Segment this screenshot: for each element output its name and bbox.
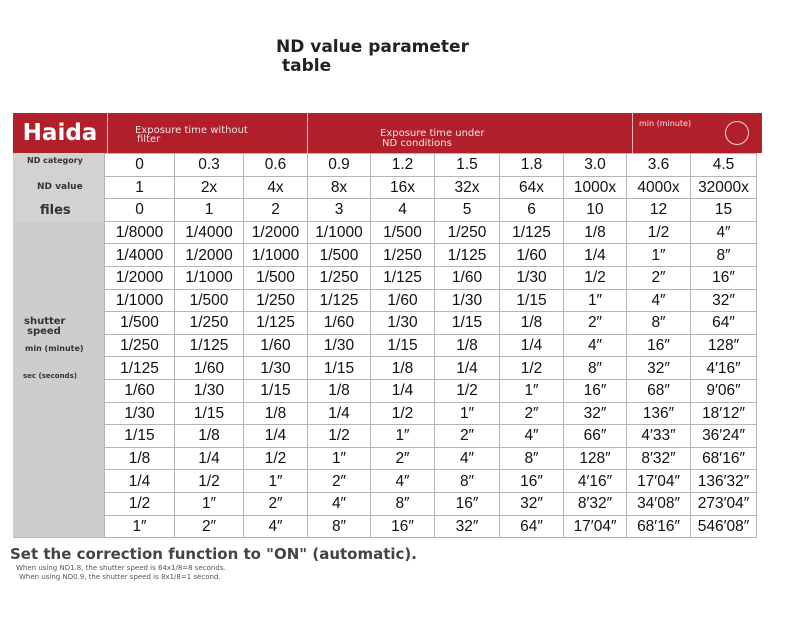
shutter-row	[105, 447, 757, 470]
table-cell: 1.2	[371, 154, 435, 177]
table-cell: 0.9	[308, 154, 371, 177]
table-cell: 1/500	[105, 312, 175, 335]
table-cell: 32000x	[691, 176, 757, 199]
table-cell: 64″	[691, 312, 757, 335]
table-cell: 136″	[627, 402, 691, 425]
shutter-row	[105, 266, 757, 289]
table-cell: 1/8	[308, 379, 371, 402]
table-cell: 66″	[564, 425, 627, 448]
nd-category-row	[105, 154, 757, 177]
table-cell: 1/250	[371, 244, 435, 267]
table-cell: 1/125	[500, 221, 564, 244]
header-corner-label: min (minute)	[639, 119, 692, 128]
footer-note-2: When using ND0.9, the shutter speed is 8x1/8=1 second.	[19, 573, 221, 581]
table-cell: 68′16″	[627, 515, 691, 538]
table-cell: 1/4	[244, 425, 308, 448]
table-cell: 1	[105, 176, 175, 199]
table-cell: 2″	[627, 266, 691, 289]
table-cell: 3.6	[627, 154, 691, 177]
table-cell: 1/125	[105, 357, 175, 380]
table-cell: 16x	[371, 176, 435, 199]
table-cell: 2″	[500, 402, 564, 425]
footer-note-1: When using ND1.8, the shutter speed is 64x1/8=8 seconds.	[16, 564, 226, 572]
table-cell: 34′08″	[627, 492, 691, 515]
table-cell: 1″	[500, 379, 564, 402]
table-cell: 2″	[244, 492, 308, 515]
table-cell: 4″	[435, 447, 500, 470]
table-cell: 1/4	[564, 244, 627, 267]
table-cell: 1/4000	[105, 244, 175, 267]
table-cell: 4″	[627, 289, 691, 312]
table-cell: 32″	[500, 492, 564, 515]
table-cell: 9′06″	[691, 379, 757, 402]
label-nd-category-text: ND category	[27, 156, 83, 165]
shutter-row	[105, 402, 757, 425]
table-cell: 2″	[564, 312, 627, 335]
header-divider-3	[632, 113, 633, 153]
label-files-text: files	[40, 203, 71, 218]
table-cell: 1/30	[105, 402, 175, 425]
table-cell: 1″	[244, 470, 308, 493]
table-cell: 546′08″	[691, 515, 757, 538]
table-cell: 17′04″	[627, 470, 691, 493]
table-cell: 1/4000	[175, 221, 244, 244]
table-cell: 4″	[244, 515, 308, 538]
table-cell: 1/125	[435, 244, 500, 267]
value-grid	[104, 153, 757, 538]
table-cell: 1/2	[435, 379, 500, 402]
table-cell: 1	[175, 199, 244, 222]
table-cell: 64x	[500, 176, 564, 199]
table-cell: 4′33″	[627, 425, 691, 448]
table-cell: 1/2	[500, 357, 564, 380]
table-cell: 1/15	[244, 379, 308, 402]
table-cell: 1/4	[500, 334, 564, 357]
header-without-filter-2: filter	[137, 134, 161, 145]
table-cell: 1/125	[244, 312, 308, 335]
table-cell: 4000x	[627, 176, 691, 199]
table-cell: 1/1000	[308, 221, 371, 244]
table-cell: 2″	[371, 447, 435, 470]
shutter-row	[105, 515, 757, 538]
table-cell: 4x	[244, 176, 308, 199]
shutter-row	[105, 470, 757, 493]
table-cell: 273′04″	[691, 492, 757, 515]
table-cell: 128″	[564, 447, 627, 470]
table-cell: 68′16″	[691, 447, 757, 470]
table-cell: 32″	[564, 402, 627, 425]
table-cell: 1/125	[371, 266, 435, 289]
circle-icon	[725, 121, 749, 145]
table-cell: 1″	[564, 289, 627, 312]
table-cell: 1/15	[435, 312, 500, 335]
table-cell: 17′04″	[564, 515, 627, 538]
table-cell: 1″	[308, 447, 371, 470]
table-cell: 1″	[435, 402, 500, 425]
shutter-row	[105, 425, 757, 448]
table-cell: 8″	[564, 357, 627, 380]
table-cell: 1/250	[175, 312, 244, 335]
table-cell: 1/60	[500, 244, 564, 267]
header-divider-2	[307, 113, 308, 153]
shutter-row	[105, 244, 757, 267]
shutter-row	[105, 379, 757, 402]
table-cell: 1″	[627, 244, 691, 267]
nd-value-row	[105, 176, 757, 199]
table-cell: 1/60	[308, 312, 371, 335]
table-cell: 1/8	[435, 334, 500, 357]
table-cell: 4.5	[691, 154, 757, 177]
footer-notes	[16, 564, 226, 582]
table-cell: 1/8	[105, 447, 175, 470]
header-without-filter-1: Exposure time without	[135, 125, 248, 136]
table-cell: 1/1000	[175, 266, 244, 289]
table-cell: 1/30	[308, 334, 371, 357]
table-cell: 32″	[691, 289, 757, 312]
table-cell: 1″	[371, 425, 435, 448]
table-cell: 1/4	[371, 379, 435, 402]
table-cell: 1/1000	[105, 289, 175, 312]
table-cell: 16″	[435, 492, 500, 515]
table-cell: 8′32″	[564, 492, 627, 515]
table-cell: 1.8	[500, 154, 564, 177]
table-cell: 1/4	[105, 470, 175, 493]
table-cell: 1/15	[175, 402, 244, 425]
page-title	[276, 38, 536, 76]
header-under-nd-1: Exposure time under	[380, 128, 485, 139]
table-cell: 1/8	[564, 221, 627, 244]
table-cell: 1″	[175, 492, 244, 515]
label-shutter-speed	[13, 222, 104, 538]
label-nd-value	[13, 176, 104, 200]
table-cell: 4″	[371, 470, 435, 493]
table-cell: 2″	[308, 470, 371, 493]
table-cell: 1/1000	[244, 244, 308, 267]
table-cell: 1/125	[308, 289, 371, 312]
table-cell: 128″	[691, 334, 757, 357]
table-cell: 16″	[371, 515, 435, 538]
table-cell: 0	[105, 154, 175, 177]
table-cell: 16″	[500, 470, 564, 493]
table-cell: 1/30	[500, 266, 564, 289]
table-cell: 1/500	[371, 221, 435, 244]
table-cell: 8″	[691, 244, 757, 267]
table-cell: 1/2000	[175, 244, 244, 267]
table-cell: 5	[435, 199, 500, 222]
table-cell: 4″	[308, 492, 371, 515]
table-cell: 1/2	[627, 221, 691, 244]
table-cell: 1/4	[435, 357, 500, 380]
shutter-row	[105, 334, 757, 357]
table-cell: 1.5	[435, 154, 500, 177]
table-cell: 8″	[435, 470, 500, 493]
table-header-bar	[13, 113, 762, 153]
table-cell: 3.0	[564, 154, 627, 177]
table-cell: 1/30	[371, 312, 435, 335]
table-cell: 1/250	[435, 221, 500, 244]
table-cell: 136′32″	[691, 470, 757, 493]
table-cell: 4″	[500, 425, 564, 448]
table-cell: 1/4	[308, 402, 371, 425]
brand-logo: Haida	[22, 120, 98, 146]
table-cell: 8x	[308, 176, 371, 199]
table-cell: 15	[691, 199, 757, 222]
table-cell: 32″	[627, 357, 691, 380]
table-cell: 1/60	[175, 357, 244, 380]
table-cell: 1/4	[175, 447, 244, 470]
table-cell: 1/250	[244, 289, 308, 312]
table-cell: 16″	[691, 266, 757, 289]
table-cell: 1/60	[244, 334, 308, 357]
table-cell: 1/30	[435, 289, 500, 312]
table-cell: 1/30	[175, 379, 244, 402]
table-cell: 1/125	[175, 334, 244, 357]
table-cell: 4″	[564, 334, 627, 357]
title-line-2: table	[282, 56, 332, 76]
table-cell: 1/2	[105, 492, 175, 515]
table-cell: 1/8	[244, 402, 308, 425]
label-nd-value-text: ND value	[37, 182, 83, 192]
table-cell: 1/2000	[105, 266, 175, 289]
files-row	[105, 199, 757, 222]
table-cell: 68″	[627, 379, 691, 402]
table-cell: 1/60	[435, 266, 500, 289]
table-cell: 1/8	[371, 357, 435, 380]
table-cell: 12	[627, 199, 691, 222]
table-cell: 16″	[564, 379, 627, 402]
table-cell: 16″	[627, 334, 691, 357]
label-shutter-text: shutter	[24, 316, 66, 327]
title-line-1: ND value parameter	[276, 37, 469, 57]
table-cell: 1/250	[105, 334, 175, 357]
table-cell: 1/2	[175, 470, 244, 493]
table-cell: 4″	[691, 221, 757, 244]
table-cell: 2x	[175, 176, 244, 199]
table-cell: 32″	[435, 515, 500, 538]
table-cell: 1/500	[308, 244, 371, 267]
table-cell: 8″	[308, 515, 371, 538]
table-cell: 4	[371, 199, 435, 222]
table-cell: 2	[244, 199, 308, 222]
table-cell: 8″	[627, 312, 691, 335]
table-cell: 8″	[500, 447, 564, 470]
table-cell: 2″	[175, 515, 244, 538]
label-nd-category	[13, 153, 104, 177]
table-cell: 32x	[435, 176, 500, 199]
table-cell: 4′16″	[564, 470, 627, 493]
label-speed-text: speed	[27, 326, 61, 337]
table-cell: 1000x	[564, 176, 627, 199]
table-cell: 10	[564, 199, 627, 222]
table-cell: 8″	[371, 492, 435, 515]
table-cell: 1/15	[371, 334, 435, 357]
table-cell: 0	[105, 199, 175, 222]
table-cell: 1″	[105, 515, 175, 538]
table-cell: 6	[500, 199, 564, 222]
table-cell: 1/15	[308, 357, 371, 380]
table-cell: 1/2	[371, 402, 435, 425]
table-cell: 4′16″	[691, 357, 757, 380]
table-cell: 1/2	[244, 447, 308, 470]
table-cell: 1/250	[308, 266, 371, 289]
table-cell: 0.3	[175, 154, 244, 177]
header-under-nd-2: ND conditions	[382, 138, 452, 149]
table-cell: 36′24″	[691, 425, 757, 448]
table-cell: 1/2	[308, 425, 371, 448]
table-cell: 2″	[435, 425, 500, 448]
table-cell: 1/2	[564, 266, 627, 289]
shutter-row	[105, 312, 757, 335]
table-cell: 1/2000	[244, 221, 308, 244]
table-cell: 1/15	[105, 425, 175, 448]
shutter-row	[105, 357, 757, 380]
table-cell: 1/500	[175, 289, 244, 312]
table-cell: 1/8000	[105, 221, 175, 244]
footer-note-main: Set the correction function to "ON" (automatic).	[10, 545, 417, 563]
shutter-row	[105, 492, 757, 515]
table-cell: 1/60	[105, 379, 175, 402]
table-cell: 3	[308, 199, 371, 222]
shutter-row	[105, 221, 757, 244]
table-cell: 18′12″	[691, 402, 757, 425]
label-min-unit: min (minute)	[25, 344, 84, 353]
table-cell: 8′32″	[627, 447, 691, 470]
label-sec-unit: sec (seconds)	[23, 372, 77, 380]
header-divider	[107, 113, 108, 153]
table-cell: 1/30	[244, 357, 308, 380]
table-cell: 1/8	[500, 312, 564, 335]
table-cell: 1/8	[175, 425, 244, 448]
table-cell: 1/15	[500, 289, 564, 312]
table-cell: 64″	[500, 515, 564, 538]
shutter-row	[105, 289, 757, 312]
table-cell: 1/500	[244, 266, 308, 289]
label-files	[13, 199, 104, 223]
table-cell: 0.6	[244, 154, 308, 177]
table-cell: 1/60	[371, 289, 435, 312]
